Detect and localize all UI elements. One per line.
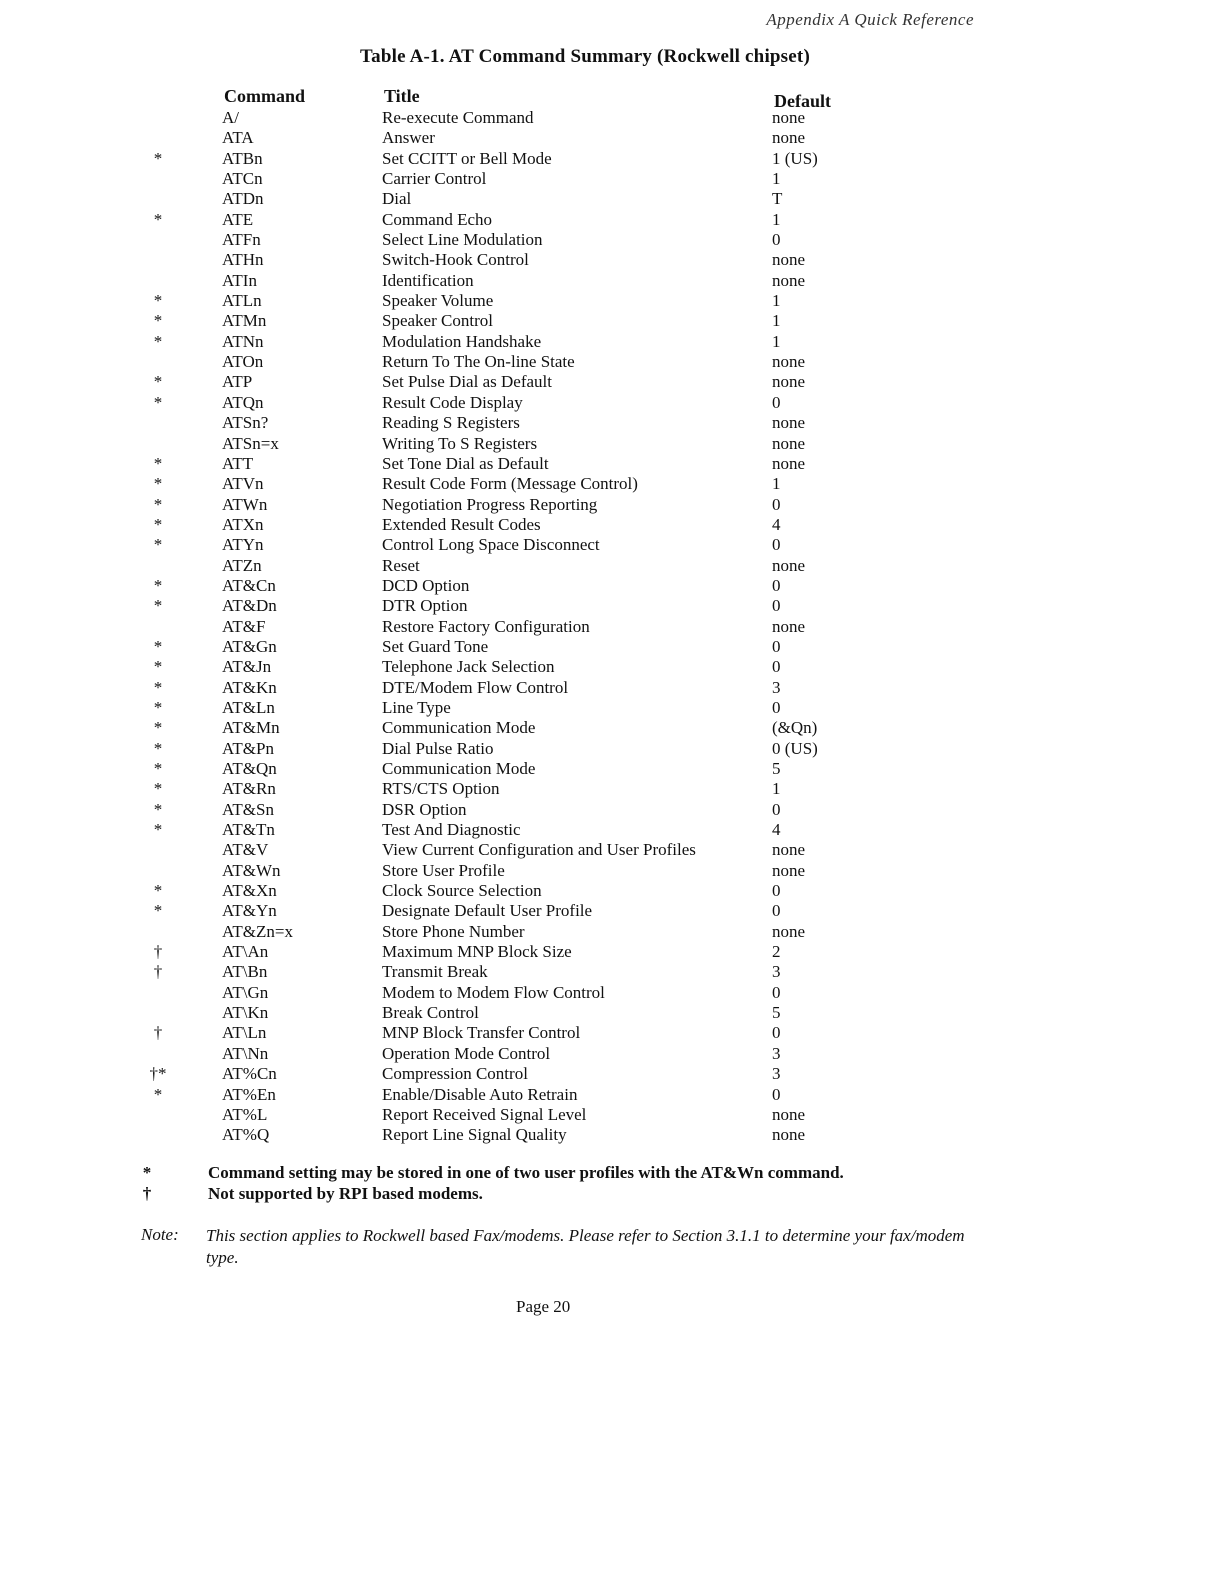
table-row <box>0 189 1224 209</box>
table-row <box>0 149 1224 169</box>
table-row <box>0 1064 1224 1084</box>
table-row <box>0 576 1224 596</box>
row-title: DTR Option <box>382 596 468 616</box>
table-row <box>0 210 1224 230</box>
row-command: ATLn <box>222 291 262 311</box>
row-title: Line Type <box>382 697 451 717</box>
row-mark: * <box>153 494 163 514</box>
row-title: Modulation Handshake <box>382 331 542 351</box>
row-command: AT\Nn <box>222 1043 269 1063</box>
row-title: Communication Mode <box>382 718 536 738</box>
row-default: 4 <box>772 514 781 534</box>
table-row <box>0 800 1224 820</box>
table-row <box>0 454 1224 474</box>
row-mark: * <box>153 697 163 717</box>
row-command: AT&Tn <box>222 820 275 840</box>
row-default: none <box>772 616 806 636</box>
row-mark: * <box>153 474 163 494</box>
row-mark: * <box>153 820 163 840</box>
row-mark: * <box>153 453 163 473</box>
row-default: none <box>772 1104 806 1124</box>
row-title: Speaker Control <box>382 311 493 331</box>
row-command: ATOn <box>222 352 264 372</box>
row-title: Operation Mode Control <box>382 1043 551 1063</box>
table-row <box>0 535 1224 555</box>
row-mark: * <box>153 596 163 616</box>
table-row <box>0 739 1224 759</box>
row-title: Carrier Control <box>382 169 487 189</box>
table-row <box>0 352 1224 372</box>
row-default: none <box>772 270 806 290</box>
table-row <box>0 779 1224 799</box>
row-mark: * <box>153 738 163 758</box>
row-command: AT&Rn <box>222 779 276 799</box>
footnote-mark: * <box>142 1163 152 1182</box>
row-title: Control Long Space Disconnect <box>382 535 600 555</box>
row-command: AT&Cn <box>222 575 276 595</box>
row-command: AT%Q <box>222 1125 270 1145</box>
row-default: 1 <box>772 169 781 189</box>
table-row <box>0 1044 1224 1064</box>
row-command: ATDn <box>222 189 264 209</box>
row-command: ATZn <box>222 555 262 575</box>
row-title: Store User Profile <box>382 860 505 880</box>
row-default: none <box>772 413 806 433</box>
row-mark: † <box>153 1023 163 1043</box>
footnote-mark: † <box>142 1184 152 1203</box>
table-row <box>0 434 1224 454</box>
row-default: none <box>772 453 806 473</box>
table-row <box>0 413 1224 433</box>
row-command: AT&Qn <box>222 759 277 778</box>
note-text: This section applies to Rockwell based Fax/modems. Please refer to Section 3.1.1 to determine your fax/modem type. <box>206 1226 965 1267</box>
row-default: none <box>772 352 806 372</box>
row-title: Extended Result Codes <box>382 514 541 534</box>
row-command: ATBn <box>222 148 263 168</box>
row-default: 0 <box>772 697 781 717</box>
row-default: 1 <box>772 331 781 351</box>
row-command: AT%En <box>222 1084 276 1104</box>
row-command: AT&Yn <box>222 901 277 921</box>
command-table <box>0 108 1224 1146</box>
table-row <box>0 637 1224 657</box>
table-caption: Table A-1. AT Command Summary (Rockwell chipset) <box>360 46 810 67</box>
row-command: ATYn <box>222 535 264 555</box>
row-default: 3 <box>772 962 781 982</box>
row-title: Clock Source Selection <box>382 881 542 901</box>
row-title: Set Tone Dial as Default <box>382 453 549 473</box>
row-default: 3 <box>772 1043 781 1063</box>
row-command: AT&Dn <box>222 596 277 616</box>
row-mark: * <box>153 575 163 595</box>
table-row <box>0 1085 1224 1105</box>
row-command: ATQn <box>222 392 264 412</box>
row-default: 0 <box>772 636 781 656</box>
row-command: AT&Ln <box>222 697 275 717</box>
row-command: AT&V <box>222 840 269 860</box>
row-default: none <box>772 372 806 392</box>
row-command: AT\Kn <box>222 1003 269 1023</box>
row-title: Answer <box>382 128 435 148</box>
row-default: 3 <box>772 677 781 697</box>
row-default: 0 <box>772 494 781 514</box>
table-row <box>0 596 1224 616</box>
row-command: ATVn <box>222 474 264 494</box>
table-row <box>0 820 1224 840</box>
row-command: AT&F <box>222 616 266 636</box>
table-row <box>0 169 1224 189</box>
row-command: ATP <box>222 372 253 392</box>
row-title: RTS/CTS Option <box>382 779 500 799</box>
row-title: Reset <box>382 555 420 575</box>
row-default: 0 <box>772 799 781 819</box>
row-title: Maximum MNP Block Size <box>382 942 572 962</box>
row-title: Test And Diagnostic <box>382 820 521 840</box>
row-default: 0 <box>772 881 781 901</box>
row-default: none <box>772 128 806 148</box>
footnote-text: Command setting may be stored in one of two user profiles with the AT&Wn command. <box>208 1163 844 1182</box>
row-title: Negotiation Progress Reporting <box>382 494 598 514</box>
row-command: AT&Pn <box>222 738 274 758</box>
table-row <box>0 230 1224 250</box>
row-mark: * <box>153 514 163 534</box>
row-default: T <box>772 189 783 209</box>
row-default: 0 <box>772 596 781 616</box>
row-command: ATXn <box>222 514 264 534</box>
row-title: Communication Mode <box>382 759 536 778</box>
row-title: Store Phone Number <box>382 921 525 941</box>
row-default: 1 <box>772 291 781 311</box>
row-title: Report Line Signal Quality <box>382 1125 567 1145</box>
row-default: 0 <box>772 901 781 921</box>
table-row <box>0 759 1224 779</box>
table-row <box>0 128 1224 148</box>
table-row <box>0 108 1224 128</box>
table-row <box>0 1023 1224 1043</box>
row-command: AT%L <box>222 1104 268 1124</box>
row-mark: * <box>153 392 163 412</box>
row-default: 0 (US) <box>772 738 818 758</box>
row-mark: * <box>153 677 163 697</box>
row-mark: * <box>153 311 163 331</box>
row-title: Compression Control <box>382 1064 528 1084</box>
table-row <box>0 962 1224 982</box>
row-command: AT\Bn <box>222 962 268 982</box>
row-mark: * <box>153 799 163 819</box>
table-row <box>0 556 1224 576</box>
row-command: ATT <box>222 453 254 473</box>
table-row <box>0 474 1224 494</box>
table-row <box>0 840 1224 860</box>
row-mark: * <box>153 148 163 168</box>
row-command: ATHn <box>222 250 264 270</box>
row-command: ATMn <box>222 311 267 331</box>
table-row <box>0 515 1224 535</box>
row-mark: * <box>153 535 163 555</box>
row-title: Speaker Volume <box>382 291 494 311</box>
table-row <box>0 271 1224 291</box>
row-command: AT\Gn <box>222 982 269 1002</box>
row-title: Restore Factory Configuration <box>382 616 590 636</box>
row-title: Telephone Jack Selection <box>382 657 555 677</box>
row-title: Select Line Modulation <box>382 230 543 250</box>
table-row <box>0 1125 1224 1145</box>
row-title: Enable/Disable Auto Retrain <box>382 1084 578 1104</box>
row-command: A/ <box>222 108 239 127</box>
row-mark: * <box>153 657 163 677</box>
row-title: Reading S Registers <box>382 413 520 433</box>
table-row <box>0 291 1224 311</box>
row-mark: * <box>153 718 163 738</box>
row-title: Writing To S Registers <box>382 433 538 453</box>
row-title: Set CCITT or Bell Mode <box>382 148 552 168</box>
table-row <box>0 922 1224 942</box>
row-title: Modem to Modem Flow Control <box>382 982 605 1002</box>
row-default: 0 <box>772 982 781 1002</box>
row-title: View Current Configuration and User Profiles <box>382 840 696 860</box>
row-default: 3 <box>772 1064 781 1084</box>
row-command: ATFn <box>222 230 261 250</box>
row-command: AT&Mn <box>222 718 280 738</box>
row-default: 0 <box>772 535 781 555</box>
table-row <box>0 617 1224 637</box>
row-default: 4 <box>772 820 781 840</box>
row-mark: * <box>153 636 163 656</box>
row-title: Return To The On-line State <box>382 352 575 372</box>
row-command: ATWn <box>222 494 268 514</box>
row-title: Set Pulse Dial as Default <box>382 372 552 392</box>
row-command: AT&Wn <box>222 860 281 880</box>
row-title: Designate Default User Profile <box>382 901 593 921</box>
row-default: 1 (US) <box>772 148 818 168</box>
table-row <box>0 311 1224 331</box>
table-row <box>0 372 1224 392</box>
table-row <box>0 250 1224 270</box>
row-default: none <box>772 250 806 270</box>
row-title: Report Received Signal Level <box>382 1104 587 1124</box>
row-title: DTE/Modem Flow Control <box>382 677 569 697</box>
row-command: AT&Sn <box>222 799 274 819</box>
table-row <box>0 718 1224 738</box>
row-default: 5 <box>772 1003 781 1023</box>
row-default: 0 <box>772 392 781 412</box>
row-mark: * <box>153 209 163 229</box>
row-mark: † <box>153 962 163 982</box>
row-default: none <box>772 1125 806 1145</box>
row-title: Dial Pulse Ratio <box>382 738 494 758</box>
table-row <box>0 495 1224 515</box>
row-default: none <box>772 860 806 880</box>
row-command: AT%Cn <box>222 1064 277 1084</box>
table-row <box>0 901 1224 921</box>
table-row <box>0 861 1224 881</box>
column-header-command: Command <box>224 86 306 106</box>
row-command: AT\Ln <box>222 1023 267 1043</box>
table-row <box>0 678 1224 698</box>
row-mark: * <box>153 372 163 392</box>
row-default: none <box>772 108 806 127</box>
row-default: 1 <box>772 311 781 331</box>
row-mark: * <box>153 291 163 311</box>
running-header: Appendix A Quick Reference <box>766 10 974 29</box>
row-default: 0 <box>772 230 781 250</box>
row-default: 1 <box>772 474 781 494</box>
table-row <box>0 393 1224 413</box>
page-number: Page 20 <box>516 1297 571 1316</box>
row-command: AT&Zn=x <box>222 921 293 941</box>
row-title: DCD Option <box>382 575 470 595</box>
row-default: 5 <box>772 759 781 778</box>
row-title: Dial <box>382 189 412 209</box>
table-row <box>0 942 1224 962</box>
row-title: Result Code Form (Message Control) <box>382 474 638 494</box>
row-title: Set Guard Tone <box>382 636 489 656</box>
row-default: 1 <box>772 209 781 229</box>
row-title: Break Control <box>382 1003 479 1023</box>
footnote-text: Not supported by RPI based modems. <box>208 1184 483 1203</box>
row-default: 1 <box>772 779 781 799</box>
row-mark: †* <box>149 1064 167 1084</box>
row-default: 0 <box>772 657 781 677</box>
row-mark: * <box>153 1084 163 1104</box>
row-default: 0 <box>772 1023 781 1043</box>
row-command: AT&Xn <box>222 881 277 901</box>
table-row <box>0 657 1224 677</box>
row-mark: † <box>153 942 163 962</box>
row-title: Command Echo <box>382 209 493 229</box>
row-title: Re-execute Command <box>382 108 534 127</box>
row-title: Transmit Break <box>382 962 488 982</box>
row-title: MNP Block Transfer Control <box>382 1023 581 1043</box>
row-command: ATIn <box>222 270 257 290</box>
table-row <box>0 698 1224 718</box>
row-default: (&Qn) <box>772 718 818 738</box>
row-default: none <box>772 921 806 941</box>
row-command: AT&Gn <box>222 636 277 656</box>
row-title: Result Code Display <box>382 392 523 412</box>
row-mark: * <box>153 881 163 901</box>
row-command: AT&Kn <box>222 677 277 697</box>
row-command: ATA <box>222 128 254 148</box>
table-row <box>0 983 1224 1003</box>
row-mark: * <box>153 331 163 351</box>
table-row <box>0 881 1224 901</box>
row-title: Identification <box>382 270 474 290</box>
row-mark: * <box>153 779 163 799</box>
row-default: none <box>772 555 806 575</box>
row-default: 0 <box>772 575 781 595</box>
row-default: 2 <box>772 942 781 962</box>
row-mark: * <box>153 901 163 921</box>
table-row <box>0 1003 1224 1023</box>
row-command: ATSn? <box>222 413 269 433</box>
row-title: DSR Option <box>382 799 467 819</box>
note-label: Note: <box>141 1225 179 1244</box>
row-command: ATNn <box>222 331 264 351</box>
table-row <box>0 332 1224 352</box>
row-default: 0 <box>772 1084 781 1104</box>
row-command: AT\An <box>222 942 269 962</box>
table-row <box>0 1105 1224 1125</box>
row-command: ATSn=x <box>222 433 279 453</box>
row-command: ATCn <box>222 169 263 189</box>
column-header-title: Title <box>384 86 420 106</box>
row-default: none <box>772 840 806 860</box>
row-command: ATE <box>222 209 254 229</box>
row-mark: * <box>153 759 163 778</box>
column-header-default: Default <box>774 91 831 111</box>
row-default: none <box>772 433 806 453</box>
row-command: AT&Jn <box>222 657 272 677</box>
row-title: Switch-Hook Control <box>382 250 529 270</box>
